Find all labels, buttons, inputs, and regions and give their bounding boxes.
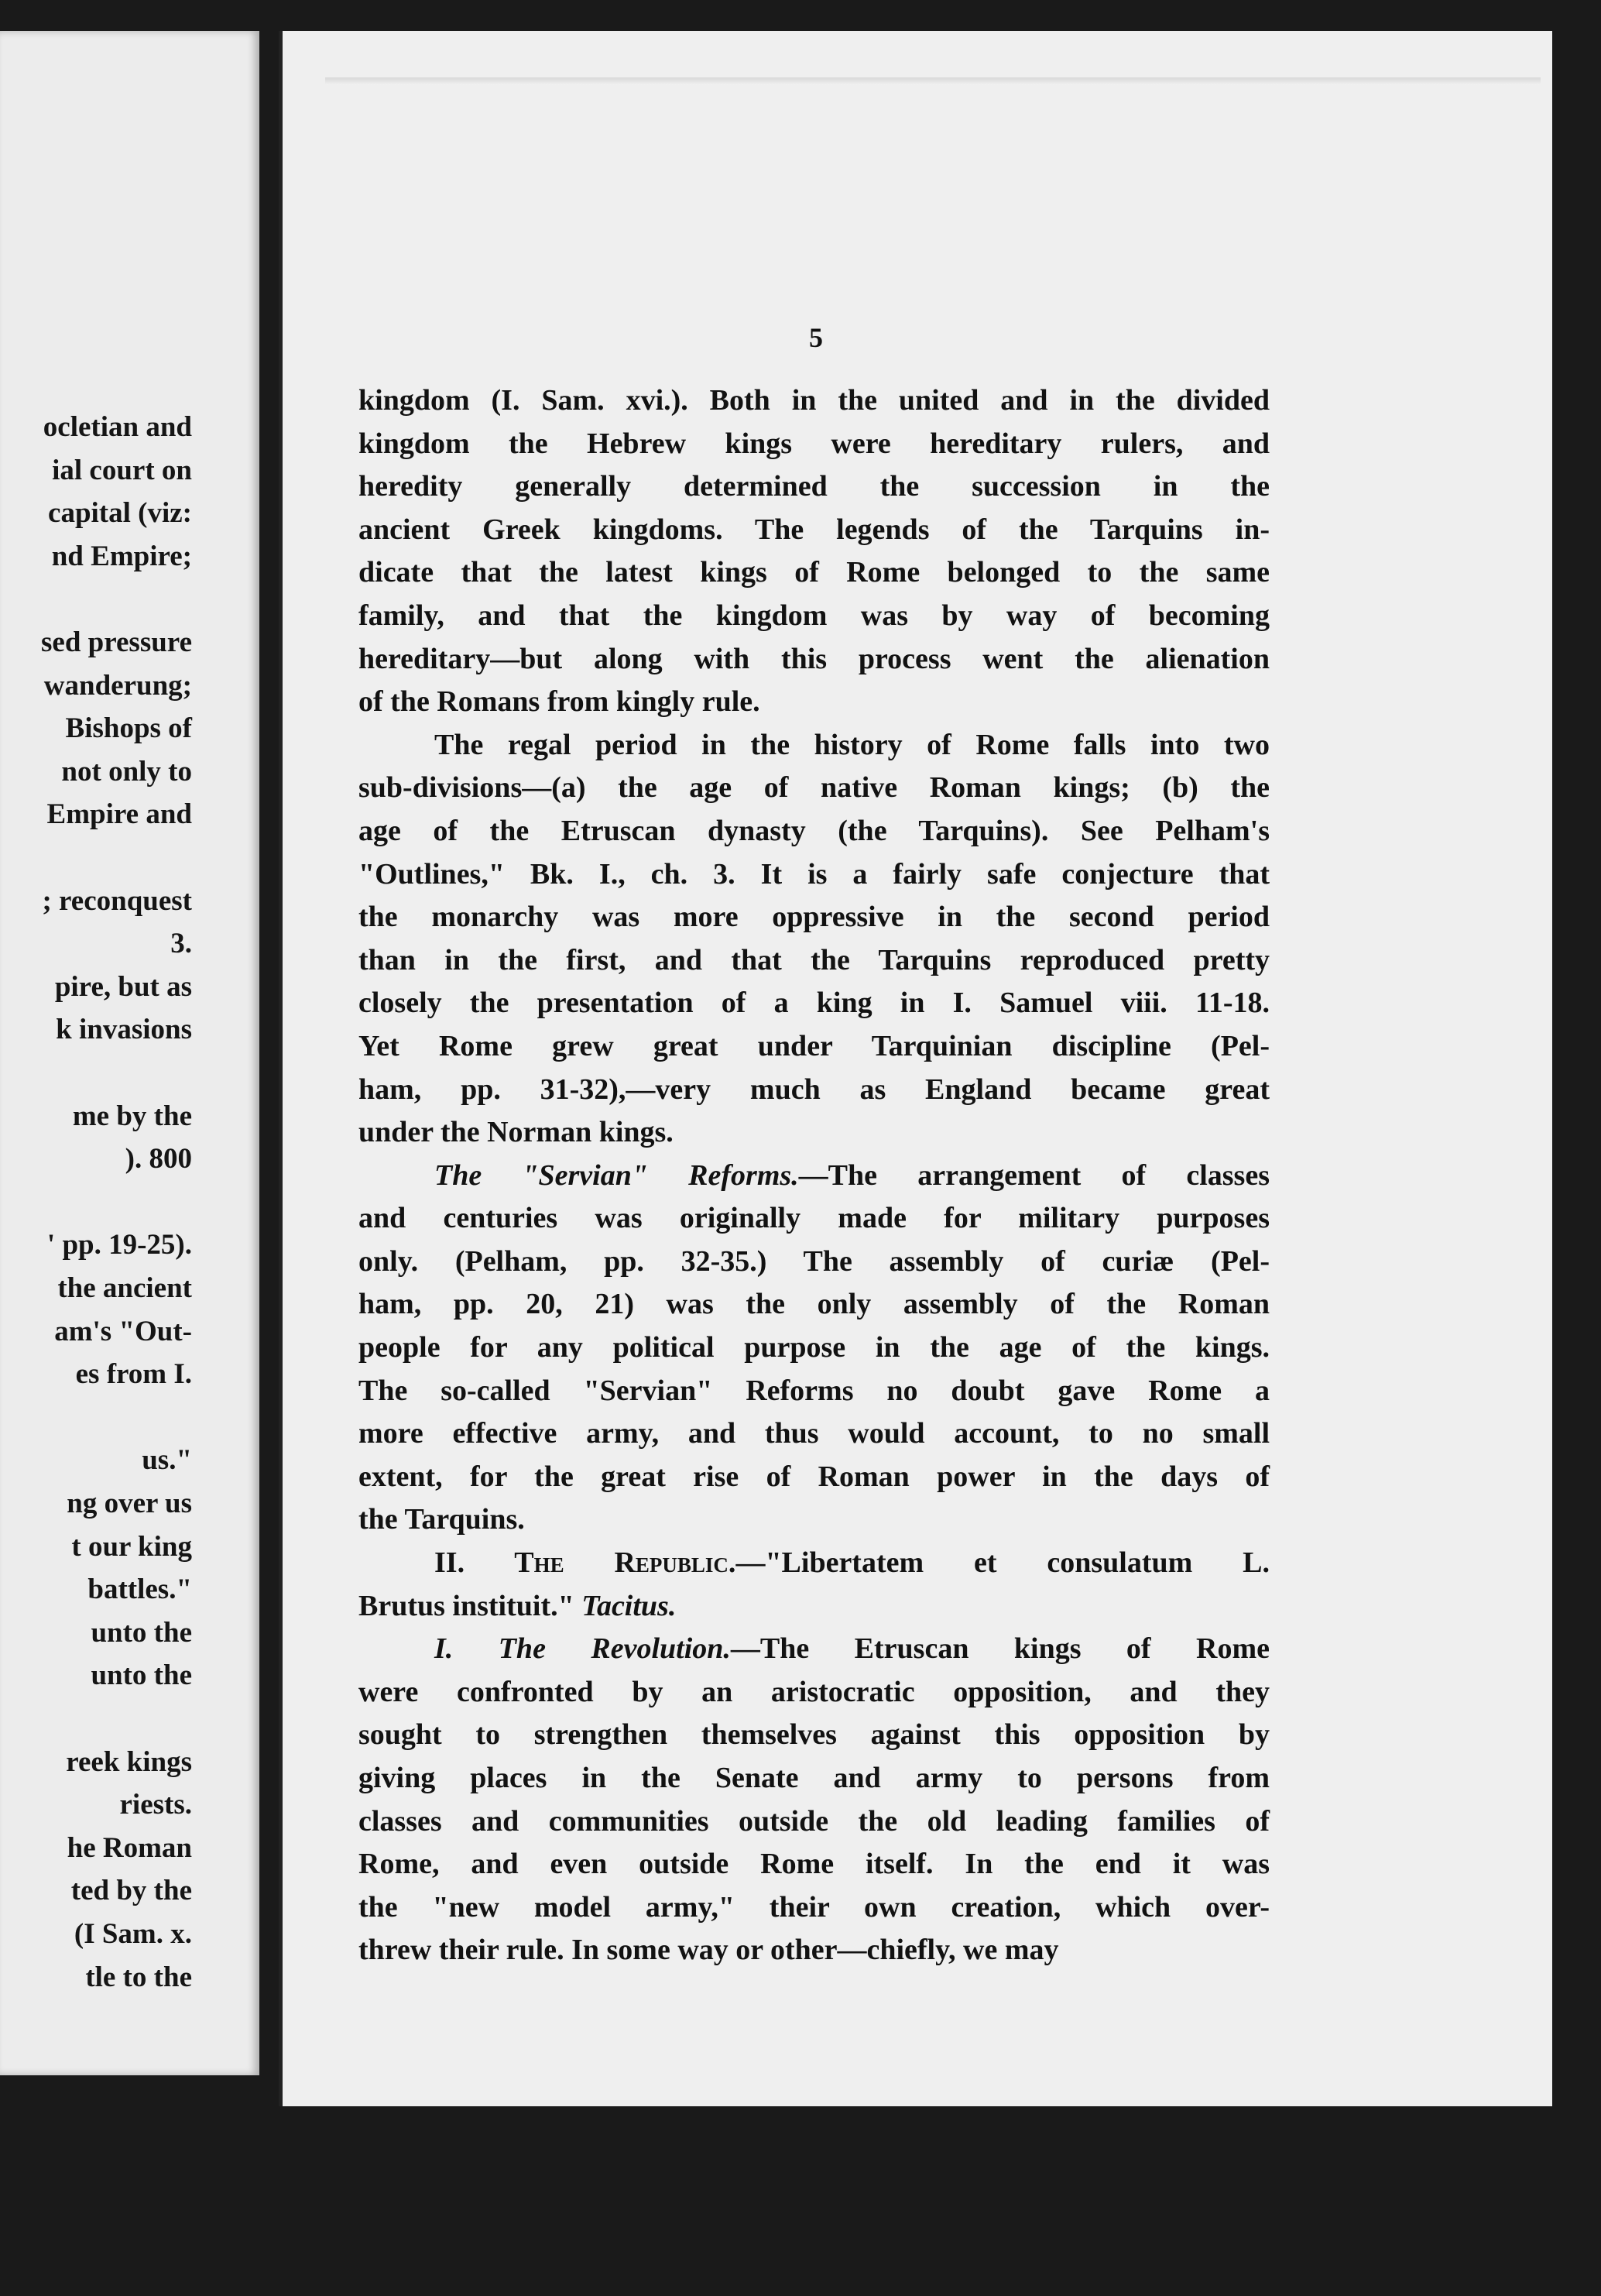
facing-page-line: reek kings [66,1745,192,1778]
text-line: The regal period in the history of Rome falls into two [434,728,1270,761]
facing-page-line: not only to [61,755,192,788]
facing-page-line: ; reconquest [42,884,192,917]
text-line: II. The Republic.—"Libertatem et consulatum L. [434,1546,1270,1580]
facing-page-line: ). 800 [125,1143,192,1175]
text-line: under the Norman kings. [358,1116,674,1149]
section-heading: II. The Republic. [434,1546,736,1580]
facing-page-line: am's "Out- [54,1315,192,1347]
page-number: 5 [809,322,823,353]
text-line: of the Romans from kingly rule. [358,685,760,719]
facing-page-line: k invasions [56,1014,192,1046]
text-line: kingdom (I. Sam. xvi.). Both in the united and in the divided [358,384,1270,417]
facing-page [0,31,259,2075]
facing-page-line: tle to the [85,1961,192,1993]
facing-page-line: ted by the [70,1875,192,1907]
citation: Tacitus. [581,1589,677,1622]
text-line: The so-called "Servian" Reforms no doubt gave Rome a [358,1374,1270,1407]
facing-page-line: ial court on [52,454,192,486]
facing-page-line: t our king [71,1530,192,1563]
facing-page-line: us." [142,1444,192,1477]
text-line: the monarchy was more oppressive in the second period [358,901,1270,934]
facing-page-line: he Roman [67,1831,192,1864]
page-edge [325,77,1541,85]
facing-page-line: riests. [119,1789,192,1821]
facing-page-line: pire, but as [54,970,192,1003]
facing-page-line: (I Sam. x. [74,1918,192,1950]
text-line: dicate that the latest kings of Rome belonged to the same [358,556,1270,589]
text-line: closely the presentation of a king in I. Samuel viii. 11-18. [358,987,1270,1020]
text-line: sought to strengthen themselves against this opposition by [358,1718,1270,1752]
facing-page-line: ng over us [67,1488,192,1519]
facing-page-line: unto the [91,1659,192,1692]
text-line: ham, pp. 20, 21) was the only assembly of the Roman [358,1288,1270,1321]
facing-page-line: wanderung; [43,669,192,702]
text-line: were confronted by an aristocratic opposition, and they [358,1675,1270,1708]
text-line: heredity generally determined the succession in the [358,470,1270,503]
facing-page-line: battles." [87,1574,192,1606]
text-line: the "new model army," their own creation, which over- [358,1890,1270,1924]
facing-page-line: unto the [91,1616,192,1649]
facing-page-line: ocletian and [43,411,192,443]
text-line: family, and that the kingdom was by way of becoming [358,599,1270,632]
text-line: only. (Pelham, pp. 32-35.) The assembly of curiæ (Pel- [358,1244,1270,1278]
text-line: The "Servian" Reforms.—The arrangement of classes [434,1158,1270,1192]
text-line: than in the first, and that the Tarquins reproduced pretty [358,943,1270,976]
text-line: giving places in the Senate and army to persons from [358,1762,1270,1794]
text-line: ancient Greek kingdoms. The legends of the Tarquins in- [358,513,1270,546]
facing-page-line: Bishops of [65,712,192,745]
text-line: more effective army, and thus would account, to no small [358,1417,1270,1450]
text-line: Brutus instituit." Tacitus. [358,1589,677,1622]
body-text [358,379,1270,1972]
text-line: Yet Rome grew great under Tarquinian discipline (Pel- [358,1029,1270,1062]
text-line: Rome, and even outside Rome itself. In the end it was [358,1848,1270,1881]
facing-page-line: ' pp. 19-25). [46,1229,192,1261]
text-line: age of the Etruscan dynasty (the Tarquins). See Pelham's [358,814,1270,847]
text-line: people for any political purpose in the age of the kings. [358,1331,1270,1364]
facing-page-line: Empire and [46,798,192,831]
text-line: extent, for the great rise of Roman power in the days of [358,1460,1270,1493]
text-line: sub-divisions—(a) the age of native Roman kings; (b) the [358,771,1270,805]
text-line: classes and communities outside the old leading families of [358,1804,1270,1838]
text-line: and centuries was originally made for military purposes [358,1202,1270,1235]
facing-page-line: nd Empire; [51,540,192,572]
section-heading: I. The Revolution. [434,1632,731,1666]
text-line: I. The Revolution.—The Etruscan kings of Rome [434,1632,1270,1666]
facing-page-line: the ancient [57,1272,192,1304]
section-heading: The "Servian" Reforms. [434,1158,799,1192]
facing-page-line: me by the [72,1100,192,1132]
facing-page-line: sed pressure [41,626,192,658]
text-line: hereditary—but along with this process went the alienation [358,642,1270,675]
text-line: the Tarquins. [358,1503,525,1536]
facing-page-line: capital (viz: [48,497,192,530]
text-line: kingdom the Hebrew kings were hereditary rulers, and [358,427,1270,460]
facing-page-line: 3. [170,928,192,960]
facing-page-line: es from I. [75,1358,192,1391]
text-line: "Outlines," Bk. I., ch. 3. It is a fairly safe conjecture that [358,857,1270,891]
text-line: ham, pp. 31-32),—very much as England became great [358,1072,1270,1106]
text-line: threw their rule. In some way or other—chiefly, we may [358,1934,1059,1967]
